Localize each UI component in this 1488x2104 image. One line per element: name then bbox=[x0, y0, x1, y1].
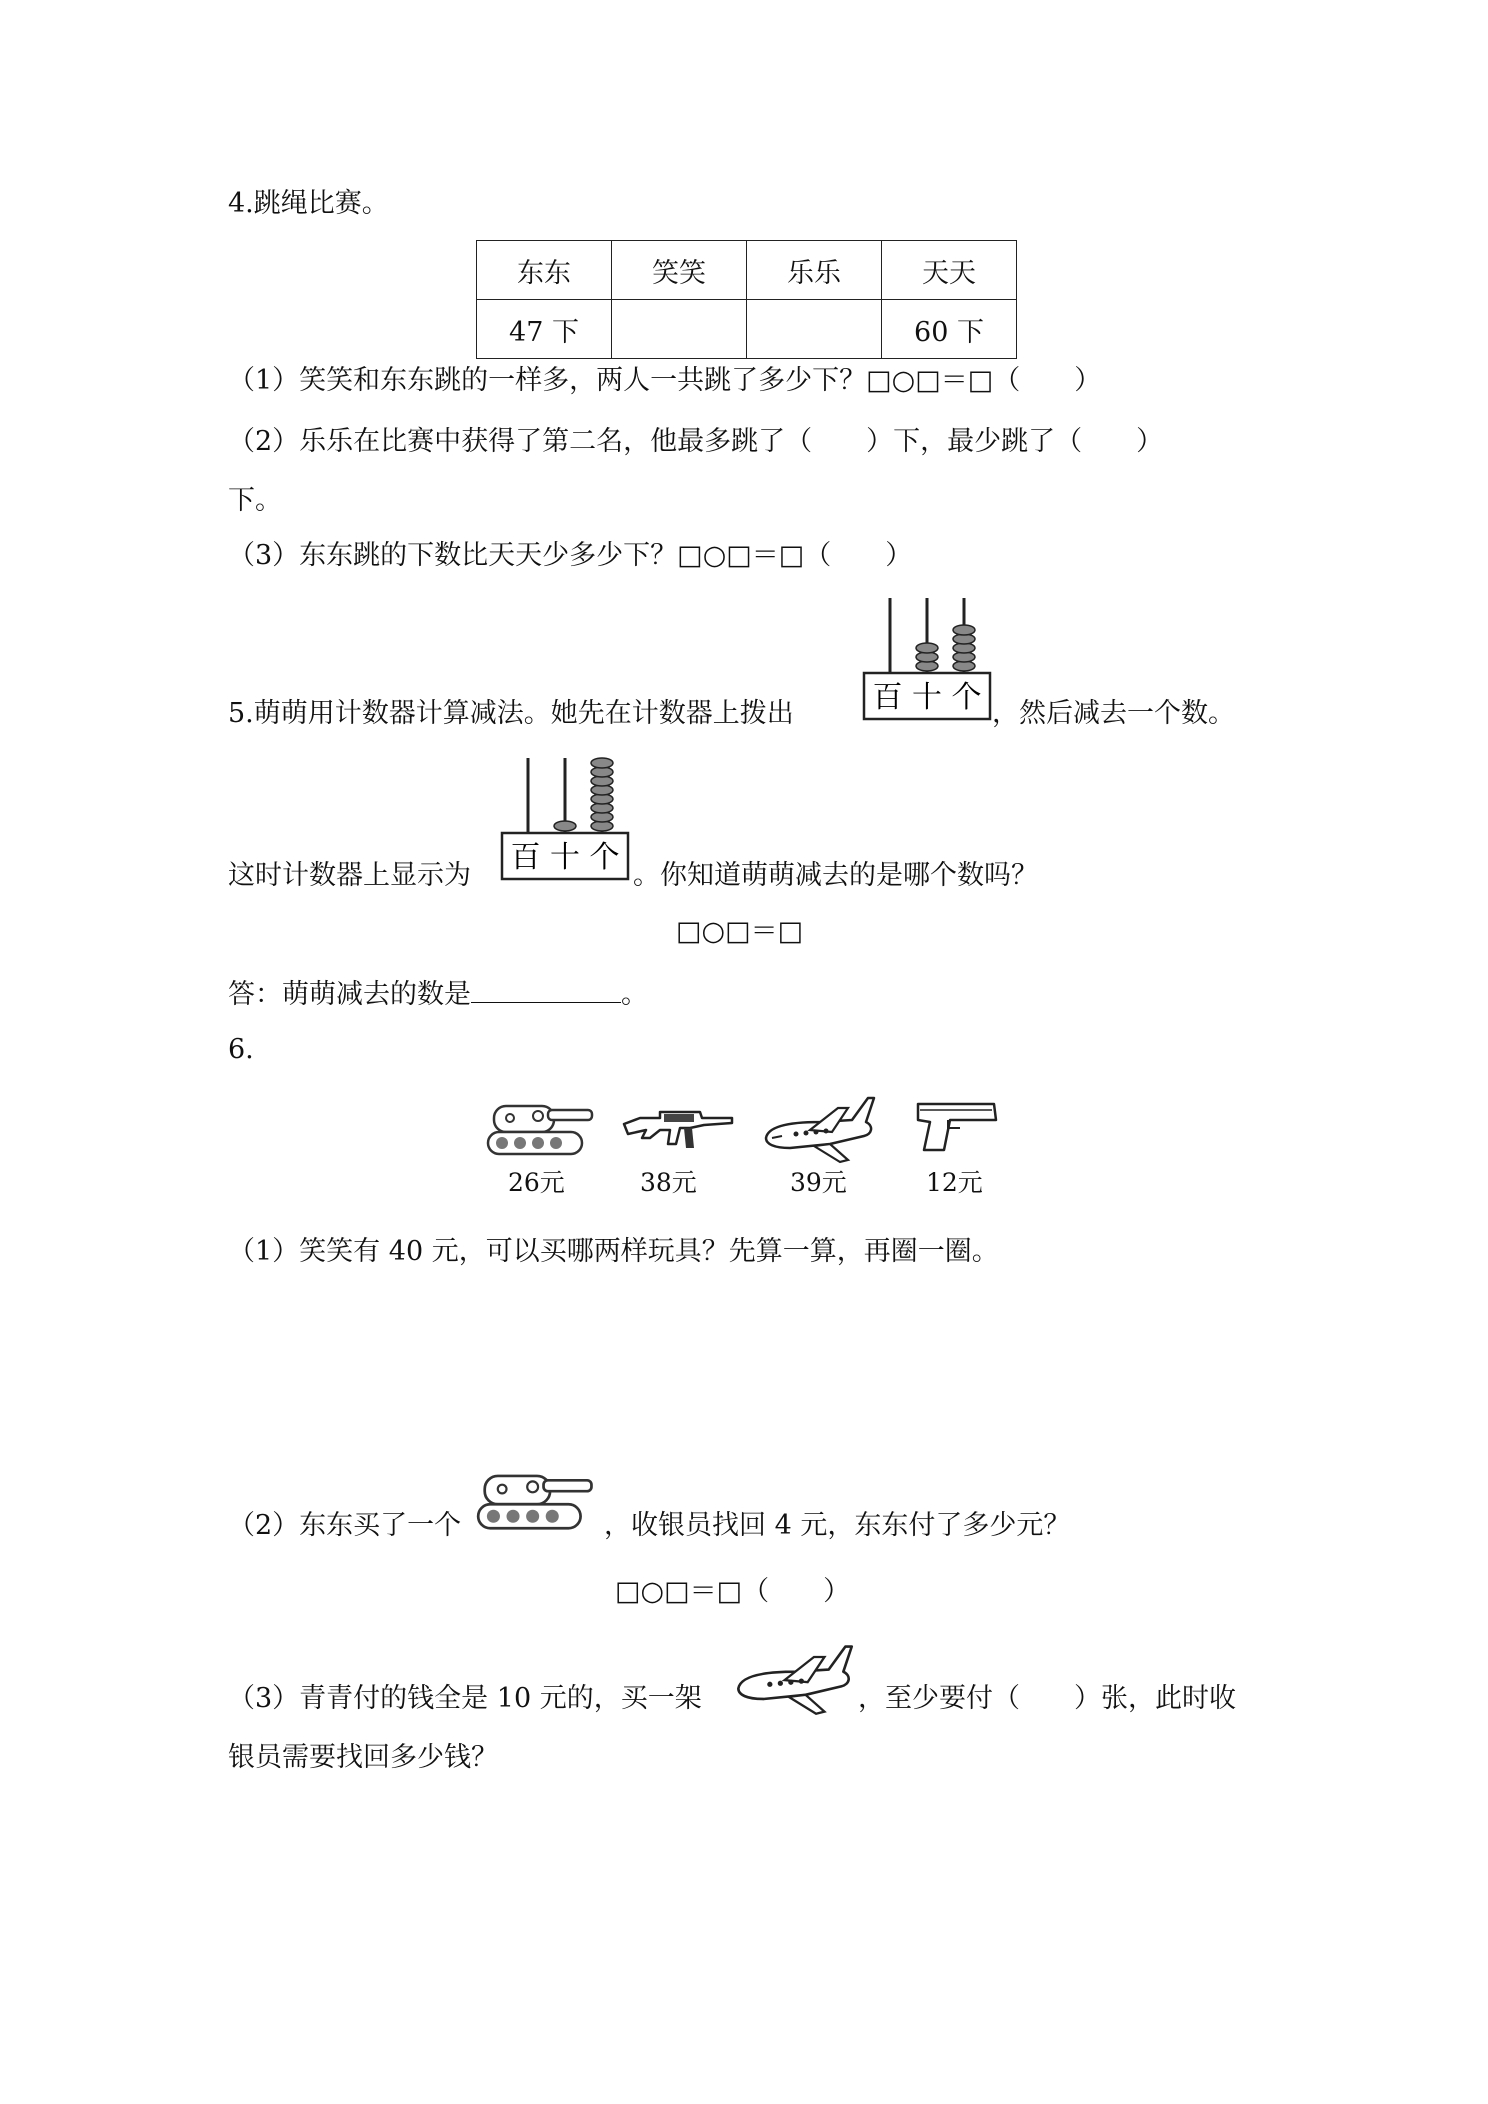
q4-sub1: （1）笑笑和东东跳的一样多，两人一共跳了多少下？□○□＝□（ ） bbox=[228, 365, 1102, 396]
q4-sub2-line2: 下。 bbox=[228, 485, 282, 516]
airplane-icon bbox=[732, 1636, 856, 1720]
table-cell bbox=[747, 300, 882, 359]
q6-number: 6. bbox=[228, 1034, 254, 1065]
toy-price: 39元 bbox=[790, 1168, 847, 1197]
q5-text-d: 。你知道萌萌减去的是哪个数吗？ bbox=[633, 860, 1038, 891]
abacus-bead bbox=[554, 821, 576, 831]
answer-prefix: 答：萌萌减去的数是 bbox=[228, 979, 471, 1010]
toy-price: 26元 bbox=[508, 1168, 565, 1197]
rifle-icon bbox=[620, 1098, 738, 1160]
table-header-cell: 乐乐 bbox=[747, 241, 882, 300]
table-row bbox=[477, 241, 1017, 300]
q6-sub2-equation: □○□＝□（ ） bbox=[615, 1576, 851, 1607]
abacus-bead bbox=[591, 758, 613, 768]
table-cell: 47 下 bbox=[477, 300, 612, 359]
q5-text-b: ，然后减去一个数。 bbox=[992, 698, 1235, 729]
table-header-cell: 天天 bbox=[882, 241, 1017, 300]
abacus-bead bbox=[953, 625, 975, 635]
tank-icon bbox=[486, 1098, 598, 1160]
q6-sub3-b: ，至少要付（ ）张，此时收 bbox=[858, 1683, 1236, 1714]
q5-text-c: 这时计数器上显示为 bbox=[228, 860, 471, 891]
abacus-1 bbox=[862, 598, 992, 722]
q5-text-a: 5.萌萌用计数器计算减法。她先在计数器上拨出 bbox=[228, 698, 794, 729]
table-row bbox=[477, 300, 1017, 359]
tank-icon bbox=[476, 1466, 598, 1536]
q6-sub1: （1）笑笑有 40 元，可以买哪两样玩具？先算一算，再圈一圈。 bbox=[228, 1236, 999, 1267]
answer-blank[interactable] bbox=[471, 978, 621, 1003]
q6-sub3-c: 银员需要找回多少钱？ bbox=[228, 1742, 498, 1773]
table-cell bbox=[612, 300, 747, 359]
q4-title: 4.跳绳比赛。 bbox=[228, 188, 389, 219]
abacus-bead bbox=[916, 643, 938, 653]
table-header-cell: 东东 bbox=[477, 241, 612, 300]
q6-sub3-a: （3）青青付的钱全是 10 元的，买一架 bbox=[228, 1683, 702, 1714]
table-header-cell: 笑笑 bbox=[612, 241, 747, 300]
q4-sub2-line1: （2）乐乐在比赛中获得了第二名，他最多跳了（ ）下，最少跳了（ ） bbox=[228, 426, 1164, 457]
toy-price: 12元 bbox=[926, 1168, 983, 1197]
q5-answer bbox=[228, 978, 648, 1008]
table-cell: 60 下 bbox=[882, 300, 1017, 359]
airplane-icon bbox=[760, 1088, 878, 1168]
pistol-icon bbox=[910, 1094, 1002, 1162]
q6-sub2-a: （2）东东买了一个 bbox=[228, 1510, 462, 1541]
abacus-label: 百 十 个 bbox=[872, 680, 982, 715]
answer-suffix: 。 bbox=[621, 979, 648, 1010]
abacus-label: 百 十 个 bbox=[510, 840, 620, 875]
toy-price: 38元 bbox=[640, 1168, 697, 1197]
q4-sub3: （3）东东跳的下数比天天少多少下？□○□＝□（ ） bbox=[228, 540, 913, 571]
score-table bbox=[476, 240, 1017, 359]
abacus-2 bbox=[500, 758, 630, 882]
q6-sub2-b: ，收银员找回 4 元，东东付了多少元？ bbox=[604, 1510, 1071, 1541]
q5-equation: □○□＝□ bbox=[676, 916, 804, 947]
